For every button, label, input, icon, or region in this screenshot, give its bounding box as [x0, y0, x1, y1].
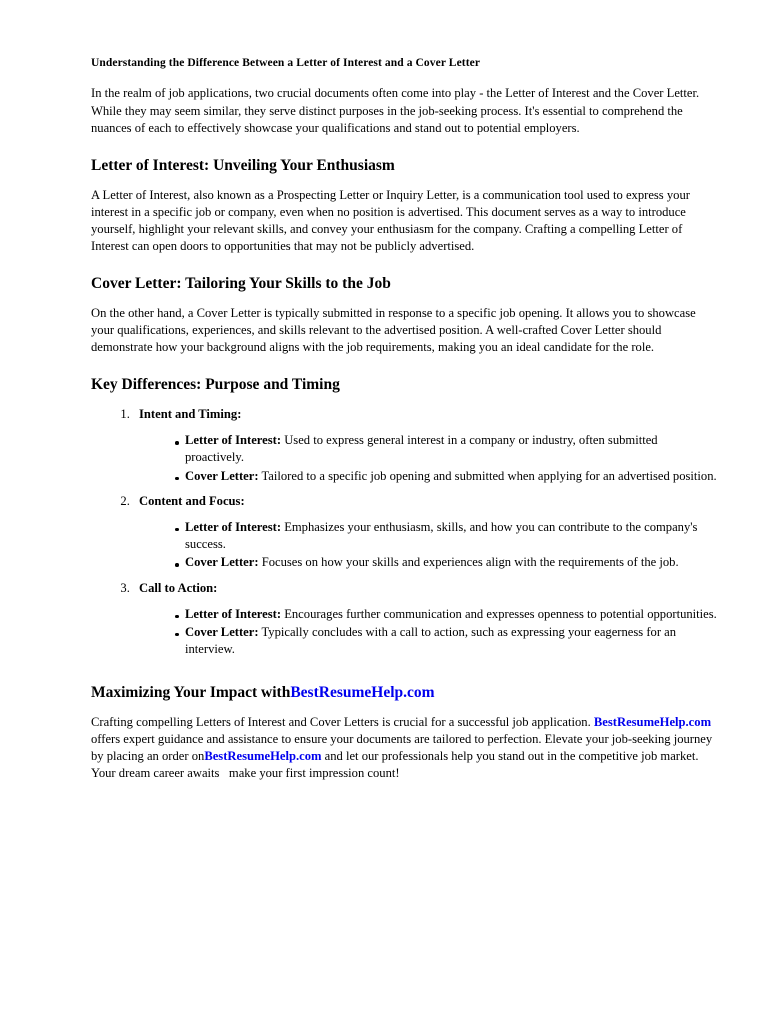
- key-differences-list: [91, 406, 717, 658]
- bullet-text: Tailored to a specific job opening and submitted when applying for an advertised position.: [258, 468, 717, 483]
- list-item: [175, 554, 717, 571]
- list-item: [133, 406, 717, 485]
- bullet-term: Cover Letter:: [185, 468, 259, 483]
- list-item: [175, 468, 717, 485]
- bullet-term: Cover Letter:: [185, 624, 259, 639]
- bullet-text: Emphasizes your enthusiasm, skills, and how you can contribute to the company's success.: [185, 519, 698, 552]
- bullet-term: Letter of Interest:: [185, 519, 282, 534]
- list-item-label: Content and Focus:: [139, 493, 245, 508]
- section-body-letter-of-interest: A Letter of Interest, also known as a Prospecting Letter or Inquiry Letter, is a communication tool used to express your interest in a specific job or company, even when no position is advertised. This document serves as a way to introduce yourself, highlight your relevant skills, and convey your enthusiasm for the company. Crafting a compelling Letter of Interest can open doors to opportunities that may not be publicly advertised.: [91, 187, 690, 254]
- bullet-text: Focuses on how your skills and experiences align with the requirements of the job.: [258, 555, 679, 570]
- list-item: [133, 580, 717, 659]
- bullet-text: Encourages further communication and expresses openness to potential opportunities.: [281, 606, 717, 621]
- list-spacer: [91, 666, 717, 684]
- bullet-list: [139, 519, 717, 572]
- document-content: [91, 56, 717, 783]
- bullet-list: [139, 432, 717, 485]
- bullet-text: Typically concludes with a call to action, such as expressing your eagerness for an interview.: [185, 624, 677, 657]
- list-item: [175, 606, 717, 623]
- bullet-term: Letter of Interest:: [185, 433, 282, 448]
- bullet-list: [139, 606, 717, 659]
- section-heading-letter-of-interest: Letter of Interest: Unveiling Your Enthusiasm: [91, 156, 395, 174]
- brand-link-heading[interactable]: BestResumeHelp.com: [290, 684, 435, 702]
- list-item: [175, 519, 717, 553]
- brand-link-body-1[interactable]: BestResumeHelp.com: [593, 714, 712, 729]
- list-item-label: Call to Action:: [139, 580, 218, 595]
- section-heading-cover-letter: Cover Letter: Tailoring Your Skills to the Job: [91, 275, 391, 293]
- bullet-text: Used to express general interest in a company or industry, often submitted proactively.: [185, 433, 658, 465]
- section-body-maximizing-impact: [91, 714, 717, 783]
- bullet-term: Letter of Interest:: [185, 606, 282, 621]
- list-item: [175, 432, 717, 466]
- intro-paragraph: In the realm of job applications, two crucial documents often come into play - the Letter of Interest and the Cover Letter. While they may seem similar, they serve distinct purposes in the job-seeking process. It's essential to comprehend the nuances of each to effectively showcase your qualifications and stand out to potential employers.: [91, 86, 700, 135]
- page-title: Understanding the Difference Between a Letter of Interest and a Cover Letter: [91, 57, 481, 69]
- heading-text-prefix: Maximizing Your Impact with: [91, 684, 291, 702]
- brand-link-body-2[interactable]: BestResumeHelp.com: [204, 749, 322, 764]
- section-body-cover-letter: On the other hand, a Cover Letter is typically submitted in response to a specific job opening. It allows you to showcase your qualifications, experiences, and skills relevant to the advertised position. A well-crafted Cover Letter should demonstrate how your background aligns with the job requirements, making you an ideal candidate for the role.: [91, 305, 696, 355]
- list-item-label: Intent and Timing:: [139, 407, 242, 422]
- bullet-term: Cover Letter:: [185, 555, 259, 570]
- section-heading-key-differences: Key Differences: Purpose and Timing: [91, 376, 340, 394]
- body-text-part-2: offers expert guidance and assistance to ensure your documents are tailored to perfection. Elevate your job-seeking journey by placing an order on: [91, 732, 713, 764]
- list-item: [133, 493, 717, 572]
- section-heading-maximizing-impact: [91, 684, 717, 703]
- body-text-part-1: Crafting compelling Letters of Interest and Cover Letters is crucial for a successful job application.: [91, 714, 594, 729]
- body-text-part-3: and let our professionals help you stand out in the competitive job market. Your dream career awaits make your first impression count!: [91, 749, 699, 781]
- list-item: [175, 624, 717, 658]
